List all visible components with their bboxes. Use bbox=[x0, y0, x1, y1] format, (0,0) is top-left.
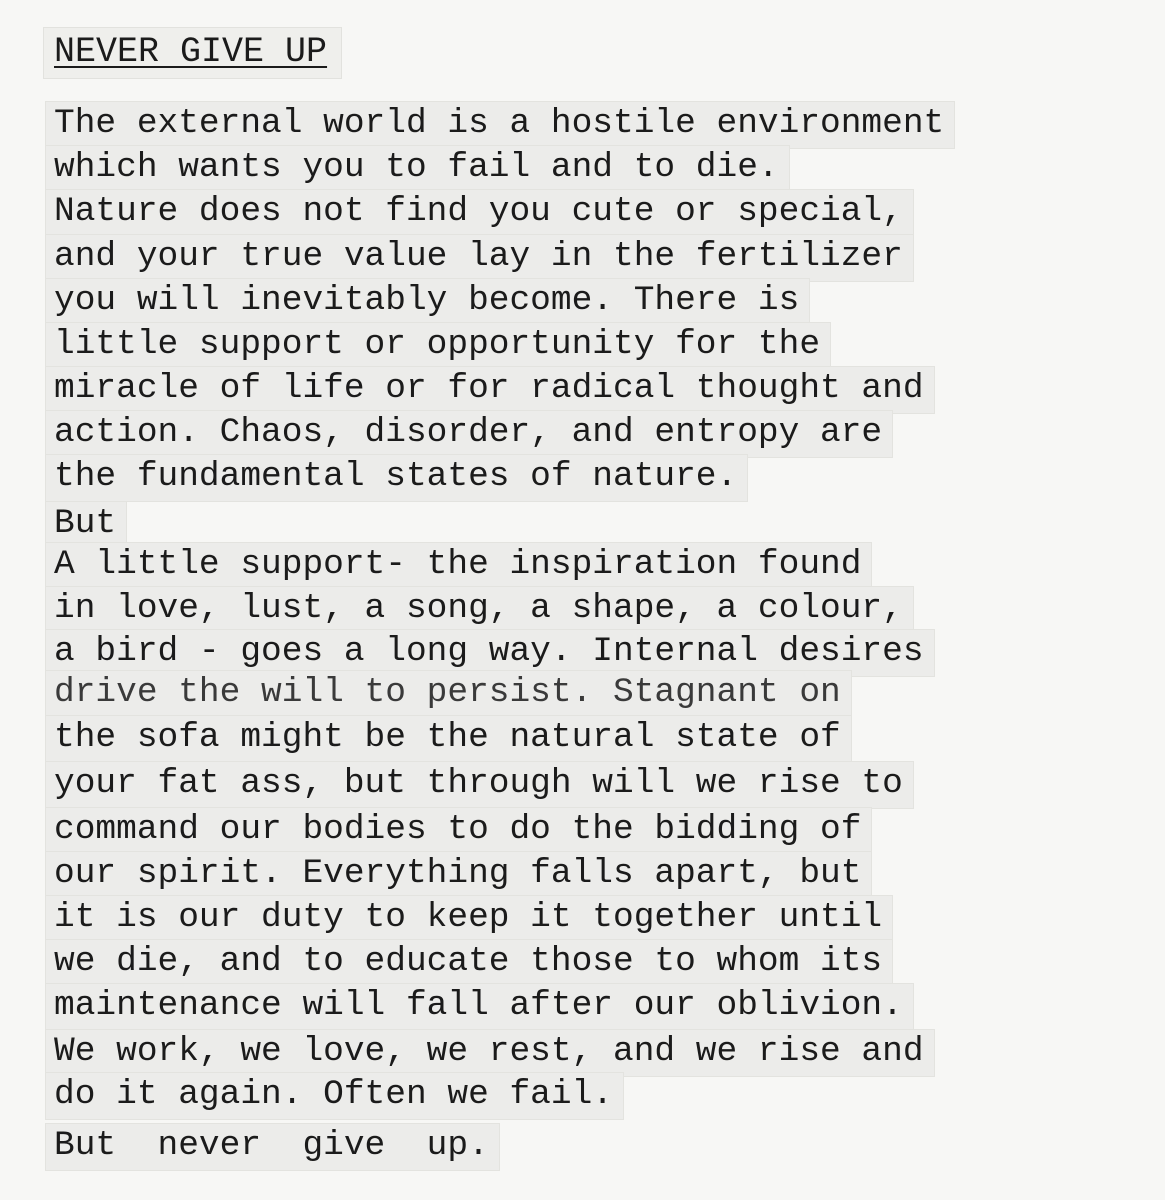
text-line: A little support- the inspiration found bbox=[46, 543, 871, 589]
text-line: do it again. Often we fail. bbox=[46, 1073, 623, 1119]
text-line: your fat ass, but through will we rise to bbox=[46, 762, 913, 808]
text-line: it is our duty to keep it together until bbox=[46, 896, 892, 942]
text-line: action. Chaos, disorder, and entropy are bbox=[46, 411, 892, 457]
text-line: we die, and to educate those to whom its bbox=[46, 940, 892, 986]
text-line: miracle of life or for radical thought and bbox=[46, 367, 934, 413]
text-line: you will inevitably become. There is bbox=[46, 279, 809, 325]
text-line: The external world is a hostile environment bbox=[46, 102, 954, 148]
text-line: command our bodies to do the bidding of bbox=[46, 808, 871, 854]
text-line: which wants you to fail and to die. bbox=[46, 146, 789, 192]
text-line: drive the will to persist. Stagnant on bbox=[46, 671, 851, 717]
text-line: But never give up. bbox=[46, 1124, 499, 1170]
text-line: the sofa might be the natural state of bbox=[46, 716, 851, 762]
text-line: in love, lust, a song, a shape, a colour, bbox=[46, 587, 913, 633]
text-line: But bbox=[46, 502, 126, 548]
text-line: We work, we love, we rest, and we rise and bbox=[46, 1030, 934, 1076]
page-title: NEVER GIVE UP bbox=[44, 28, 341, 78]
text-line: our spirit. Everything falls apart, but bbox=[46, 852, 871, 898]
text-line: little support or opportunity for the bbox=[46, 323, 830, 369]
text-line: the fundamental states of nature. bbox=[46, 455, 747, 501]
text-line: a bird - goes a long way. Internal desires bbox=[46, 630, 934, 676]
text-line: maintenance will fall after our oblivion. bbox=[46, 984, 913, 1030]
text-line: and your true value lay in the fertilizer bbox=[46, 235, 913, 281]
text-line: Nature does not find you cute or special, bbox=[46, 190, 913, 236]
